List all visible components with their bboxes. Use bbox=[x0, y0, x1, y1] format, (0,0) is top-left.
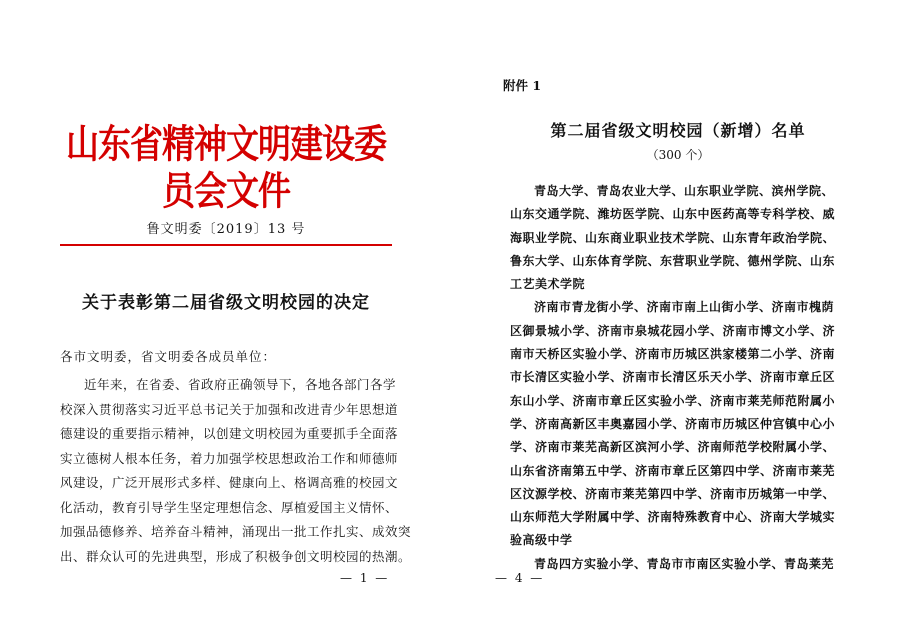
document-header: 山东省精神文明建设委员会文件 bbox=[66, 120, 386, 215]
list-count: （300 个） bbox=[646, 148, 710, 162]
body-line: 实立德树人根本任务，着力加强学校思想政治工作和师德师 bbox=[60, 450, 399, 466]
list-line: 市长清区实验小学、济南市长清区乐天小学、济南市章丘区 bbox=[510, 370, 836, 385]
body-line: 校深入贯彻落实习近平总书记关于加强和改进青少年思想道 bbox=[60, 401, 399, 417]
page-number: — 1 — bbox=[340, 571, 390, 585]
list-line: 验高级中学 bbox=[510, 533, 573, 548]
list-line: 学、济南高新区丰奥嘉园小学、济南市历城区仲宫镇中心小 bbox=[510, 416, 836, 431]
attachment-label: 附件 1 bbox=[503, 78, 542, 93]
body-text bbox=[60, 373, 412, 569]
body-line: 出、群众认可的先进典型，形成了积极争创文明校园的热潮。 bbox=[60, 548, 412, 564]
decision-title: 关于表彰第二届省级文明校园的决定 bbox=[82, 293, 370, 313]
list-line: 区御景城小学、济南市泉城花园小学、济南市博文小学、济 bbox=[510, 323, 836, 338]
body-line: 风建设，广泛开展形式多样、健康向上、格调高雅的校园文 bbox=[60, 475, 399, 490]
list-line: 青岛四方实验小学、青岛市市南区实验小学、青岛莱芜 bbox=[534, 556, 835, 571]
red-divider bbox=[60, 244, 392, 246]
list-line: 区汶源学校、济南市莱芜第四中学、济南市历城第一中学、 bbox=[510, 486, 836, 501]
body-line: 近年来，在省委、省政府正确领导下，各地各部门各学 bbox=[84, 377, 397, 392]
list-line: 青岛大学、青岛农业大学、山东职业学院、滨州学院、 bbox=[534, 184, 835, 198]
school-list bbox=[510, 180, 860, 576]
list-line: 工艺美术学院 bbox=[510, 277, 586, 292]
list-line: 学、济南市莱芜高新区滨河小学、济南师范学校附属小学、 bbox=[510, 440, 836, 455]
salutation: 各市文明委，省文明委各成员单位： bbox=[60, 349, 277, 364]
list-title: 第二届省级文明校园（新增）名单 bbox=[550, 121, 806, 140]
right-page bbox=[453, 0, 906, 640]
list-line: 山东师范大学附属中学、济南特殊教育中心、济南大学城实 bbox=[510, 510, 836, 525]
list-line: 鲁东大学、山东体育学院、东营职业学院、德州学院、山东 bbox=[510, 253, 836, 268]
list-line: 济南市青龙街小学、济南市南上山街小学、济南市槐荫 bbox=[534, 300, 835, 315]
body-line: 德建设的重要指示精神，以创建文明校园为重要抓手全面落 bbox=[60, 426, 399, 441]
list-line: 南市天桥区实验小学、济南市历城区洪家楼第二小学、济南 bbox=[510, 347, 836, 362]
page-number: — 4 — bbox=[495, 571, 545, 585]
body-line: 加强品德修养、培养奋斗精神，涌现出一批工作扎实、成效突 bbox=[60, 524, 412, 539]
list-line: 海职业学院、山东商业职业技术学院、山东青年政治学院、 bbox=[510, 230, 836, 245]
body-line: 化活动，教育引导学生坚定理想信念、厚植爱国主义情怀、 bbox=[60, 499, 399, 515]
list-line: 山东交通学院、潍坊医学院、山东中医药高等专科学校、威 bbox=[510, 207, 836, 222]
list-line: 山东省济南第五中学、济南市章丘区第四中学、济南市莱芜 bbox=[510, 463, 836, 478]
list-line: 东山小学、济南市章丘区实验小学、济南市莱芜师范附属小 bbox=[510, 393, 836, 408]
document-number: 鲁文明委〔2019〕13 号 bbox=[146, 222, 306, 237]
